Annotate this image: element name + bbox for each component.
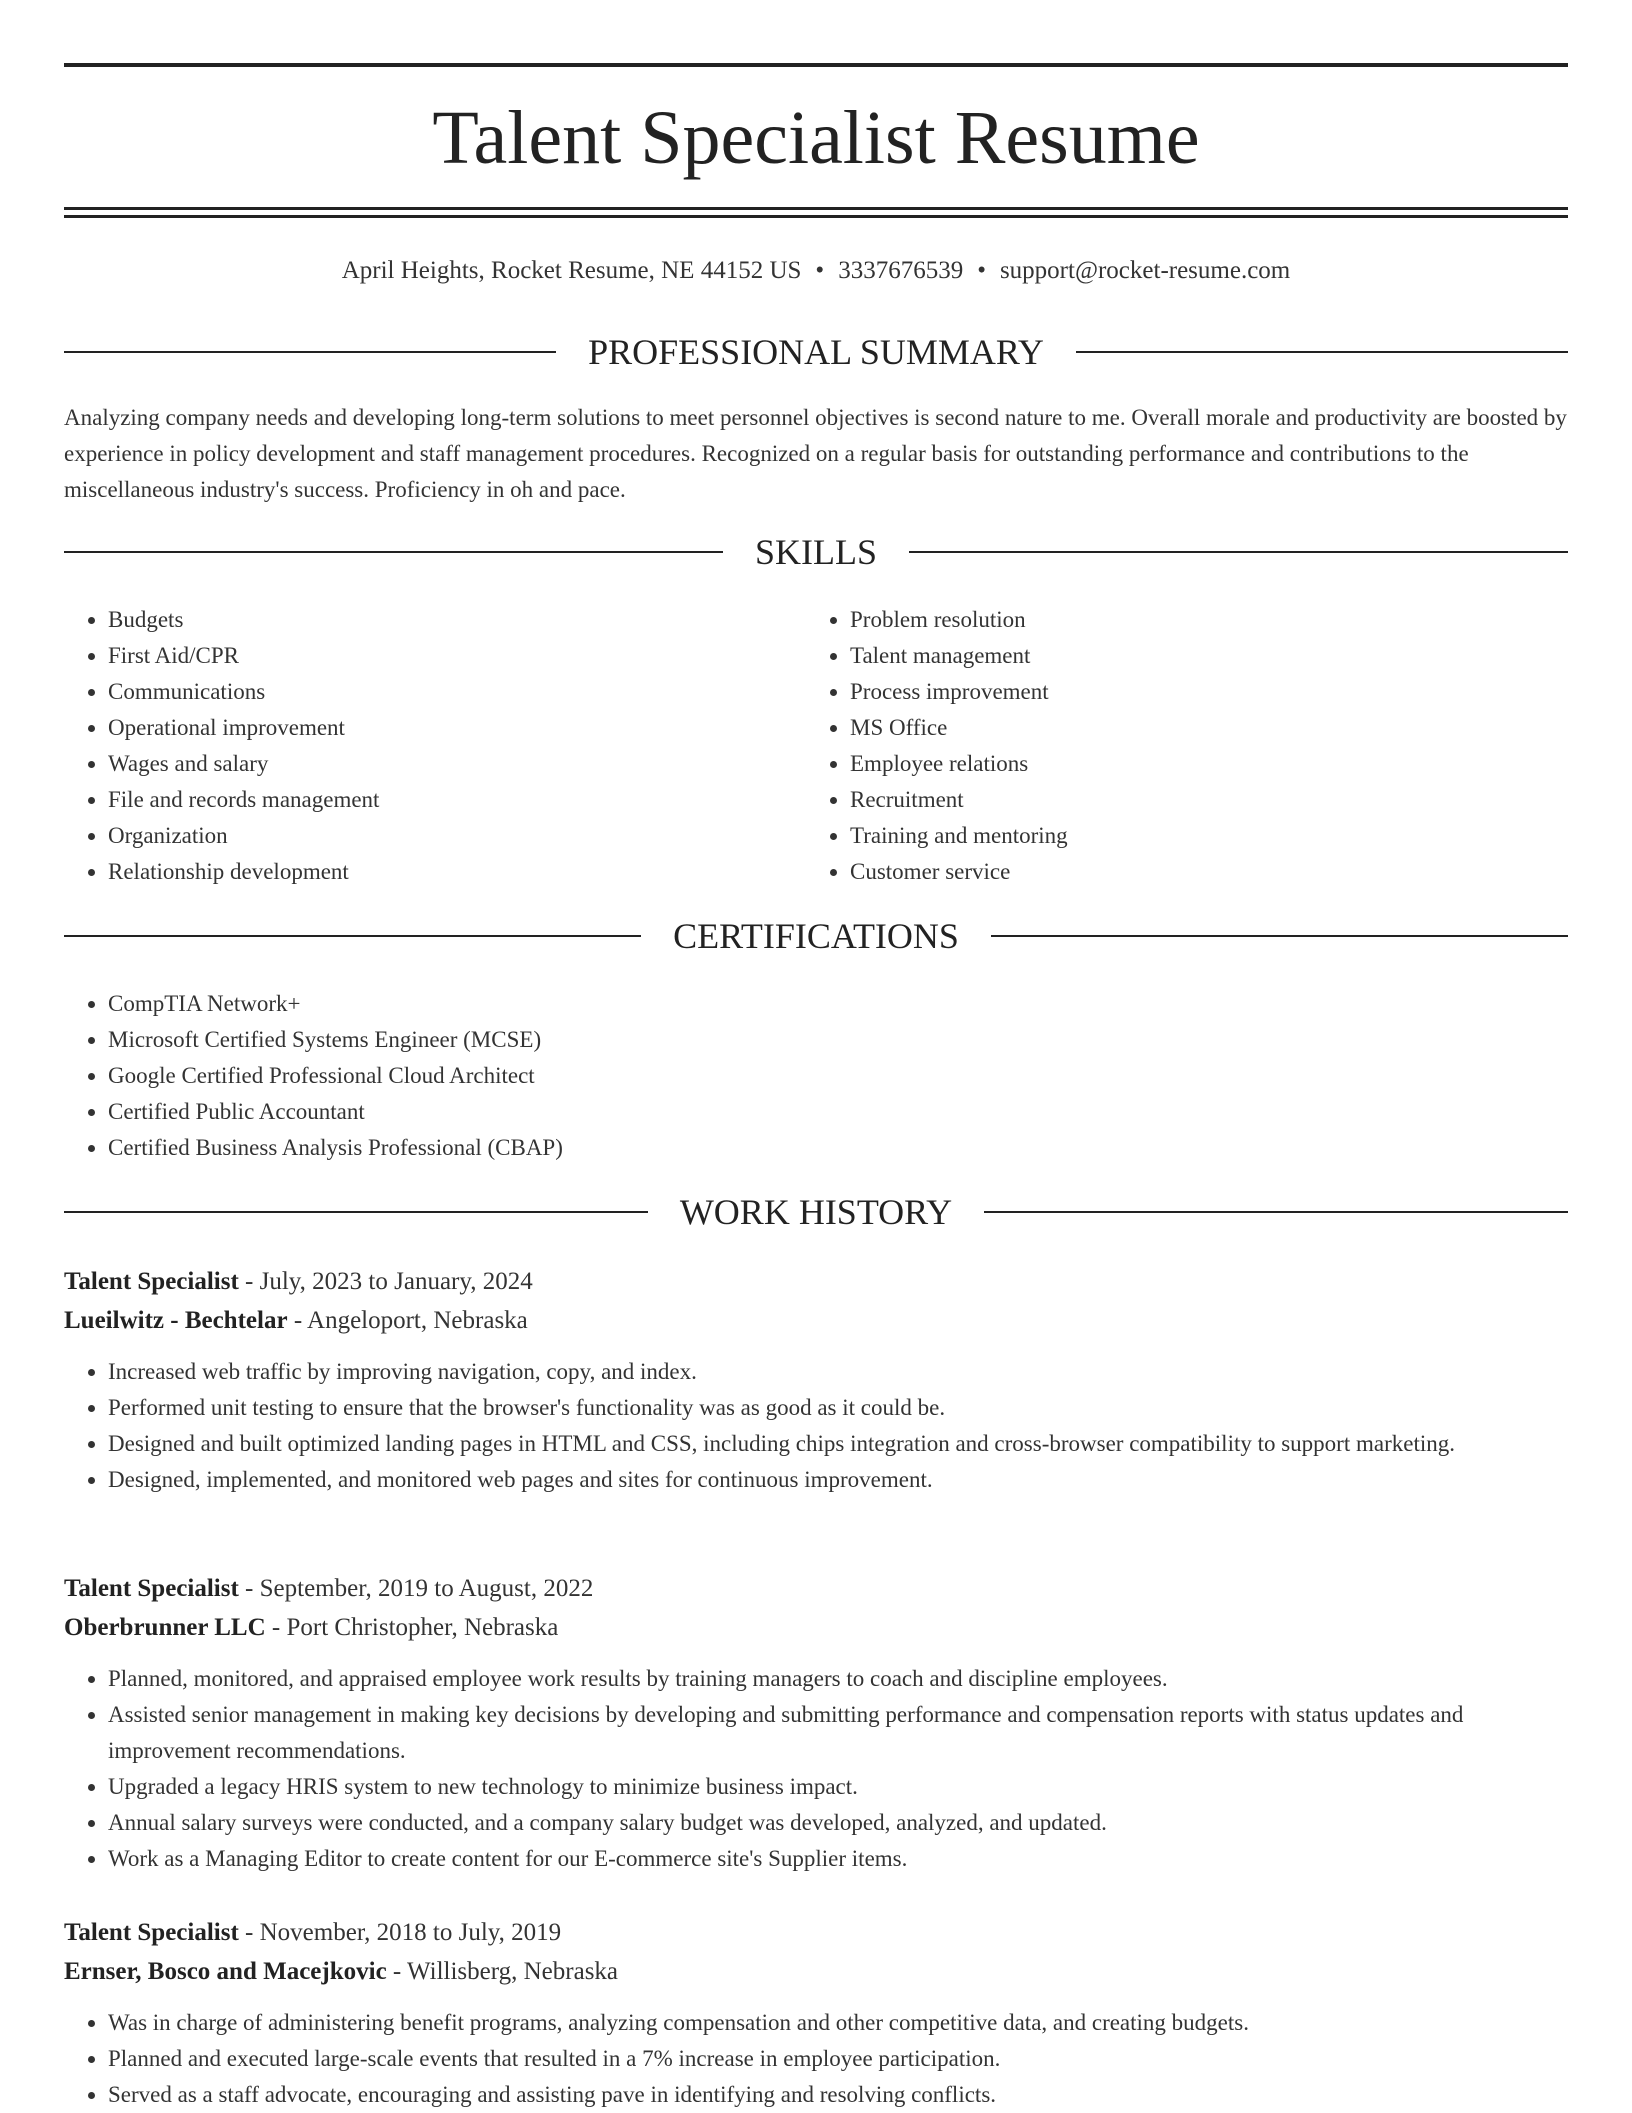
skill-item: • File and records management	[108, 782, 808, 818]
skill-item: • Wages and salary	[108, 746, 808, 782]
job-bullet: • Annual salary surveys were conducted, and a company salary budget was developed, analyzed, and updated.	[108, 1805, 1568, 1841]
heading-rule	[64, 1211, 648, 1213]
job-dates: - November, 2018 to July, 2019	[238, 1919, 562, 1946]
job-entry	[64, 1913, 1568, 2113]
title-rule-lower	[64, 215, 1568, 218]
job-bullet: • Designed and built optimized landing pages in HTML and CSS, including chips integration and cross-browser compatibility to support marketing.	[108, 1426, 1568, 1462]
job-entry	[64, 1262, 1568, 1498]
certification-item: • CompTIA Network+	[108, 986, 1508, 1022]
job-bullet: • Planned, monitored, and appraised employee work results by training managers to coach and discipline employees.	[108, 1661, 1568, 1697]
job-location: - Port Christopher, Nebraska	[265, 1614, 559, 1641]
job-bullet: • Served as a staff advocate, encouraging and assisting pave in identifying and resolving conflicts.	[108, 2077, 1568, 2113]
job-location: - Willisberg, Nebraska	[386, 1958, 619, 1985]
title-rule-upper	[64, 207, 1568, 210]
job-bullet: • Designed, implemented, and monitored web pages and sites for continuous improvement.	[108, 1462, 1568, 1498]
job-role: Talent Specialist	[64, 1268, 239, 1295]
skill-item: • Organization	[108, 818, 808, 854]
job-role: Talent Specialist	[64, 1575, 239, 1602]
job-title-line	[64, 1569, 1568, 1608]
heading-rule	[984, 1211, 1568, 1213]
resume-title: Talent Specialist Resume	[432, 96, 1200, 180]
job-title-line	[64, 1262, 1568, 1301]
job-bullet: • Increased web traffic by improving navigation, copy, and index.	[108, 1354, 1568, 1390]
job-bullets	[64, 2005, 1568, 2113]
job-entry	[64, 1569, 1568, 1877]
section-heading-summary	[64, 332, 1568, 372]
skill-item: • Problem resolution	[850, 602, 1550, 638]
section-heading-work-history	[64, 1192, 1568, 1232]
top-rule	[64, 63, 1568, 67]
certification-item: • Google Certified Professional Cloud Architect	[108, 1058, 1508, 1094]
contact-separator: •	[815, 257, 825, 284]
skill-item: • First Aid/CPR	[108, 638, 808, 674]
job-location: - Angeloport, Nebraska	[287, 1307, 528, 1334]
job-dates: - July, 2023 to January, 2024	[238, 1268, 533, 1295]
job-title-line	[64, 1913, 1568, 1952]
contact-email: support@rocket-resume.com	[999, 257, 1291, 284]
job-company-line	[64, 1608, 1568, 1647]
job-bullet: • Planned and executed large-scale events that resulted in a 7% increase in employee participation.	[108, 2041, 1568, 2077]
contact-phone: 3337676539	[838, 257, 964, 284]
skill-item: • Operational improvement	[108, 710, 808, 746]
certification-item: • Certified Public Accountant	[108, 1094, 1508, 1130]
heading-rule	[64, 551, 723, 553]
contact-line	[64, 255, 1568, 287]
section-title-summary: PROFESSIONAL SUMMARY	[588, 332, 1044, 372]
job-bullet: • Performed unit testing to ensure that the browser's functionality was as good as it could be.	[108, 1390, 1568, 1426]
skills-list-left	[64, 602, 808, 890]
job-dates: - September, 2019 to August, 2022	[238, 1575, 594, 1602]
job-company-line	[64, 1301, 1568, 1340]
job-bullets	[64, 1661, 1568, 1877]
skill-item: • Budgets	[108, 602, 808, 638]
job-bullets	[64, 1354, 1568, 1498]
section-heading-certifications	[64, 916, 1568, 956]
skill-item: • Training and mentoring	[850, 818, 1550, 854]
job-company: Ernser, Bosco and Macejkovic	[64, 1958, 387, 1985]
job-company: Oberbrunner LLC	[64, 1614, 266, 1641]
section-title-work-history: WORK HISTORY	[679, 1192, 953, 1232]
heading-rule	[64, 935, 641, 937]
skill-item: • Recruitment	[850, 782, 1550, 818]
summary-text: Analyzing company needs and developing long-term solutions to meet personnel objectives is second nature to me. Overall morale and productivity are boosted by experience in policy development and staff management procedures. Recognized on a regular basis for outstanding performance and contributions to the miscellaneous industry's success. Proficiency in oh and pace.	[64, 405, 1567, 502]
certification-item: • Microsoft Certified Systems Engineer (MCSE)	[108, 1022, 1508, 1058]
job-bullet: • Assisted senior management in making key decisions by developing and submitting performance and compensation reports with status updates and improvement recommendations.	[108, 1697, 1568, 1769]
certifications-list	[64, 986, 1508, 1166]
skill-item: • Relationship development	[108, 854, 808, 890]
job-company: Lueilwitz - Bechtelar	[64, 1307, 288, 1334]
job-bullet: • Work as a Managing Editor to create content for our E-commerce site's Supplier items.	[108, 1841, 1568, 1877]
section-title-certifications: CERTIFICATIONS	[673, 916, 959, 956]
skill-item: • Talent management	[850, 638, 1550, 674]
skill-item: • Employee relations	[850, 746, 1550, 782]
heading-rule	[64, 351, 556, 353]
section-title-skills: SKILLS	[755, 532, 878, 572]
skill-item: • MS Office	[850, 710, 1550, 746]
skill-item: • Communications	[108, 674, 808, 710]
job-bullet: • Upgraded a legacy HRIS system to new technology to minimize business impact.	[108, 1769, 1568, 1805]
skill-item: • Process improvement	[850, 674, 1550, 710]
skill-item: • Customer service	[850, 854, 1550, 890]
heading-rule	[909, 551, 1568, 553]
job-role: Talent Specialist	[64, 1919, 239, 1946]
job-bullet: • Was in charge of administering benefit programs, analyzing compensation and other competitive data, and creating budgets.	[108, 2005, 1568, 2041]
heading-rule	[1076, 351, 1568, 353]
contact-separator: •	[977, 257, 986, 284]
job-company-line	[64, 1952, 1568, 1991]
heading-rule	[991, 935, 1568, 937]
contact-address: April Heights, Rocket Resume, NE 44152 US	[341, 257, 802, 284]
certification-item: • Certified Business Analysis Professional (CBAP)	[108, 1130, 1508, 1166]
skills-list-right	[806, 602, 1550, 890]
section-heading-skills	[64, 532, 1568, 572]
